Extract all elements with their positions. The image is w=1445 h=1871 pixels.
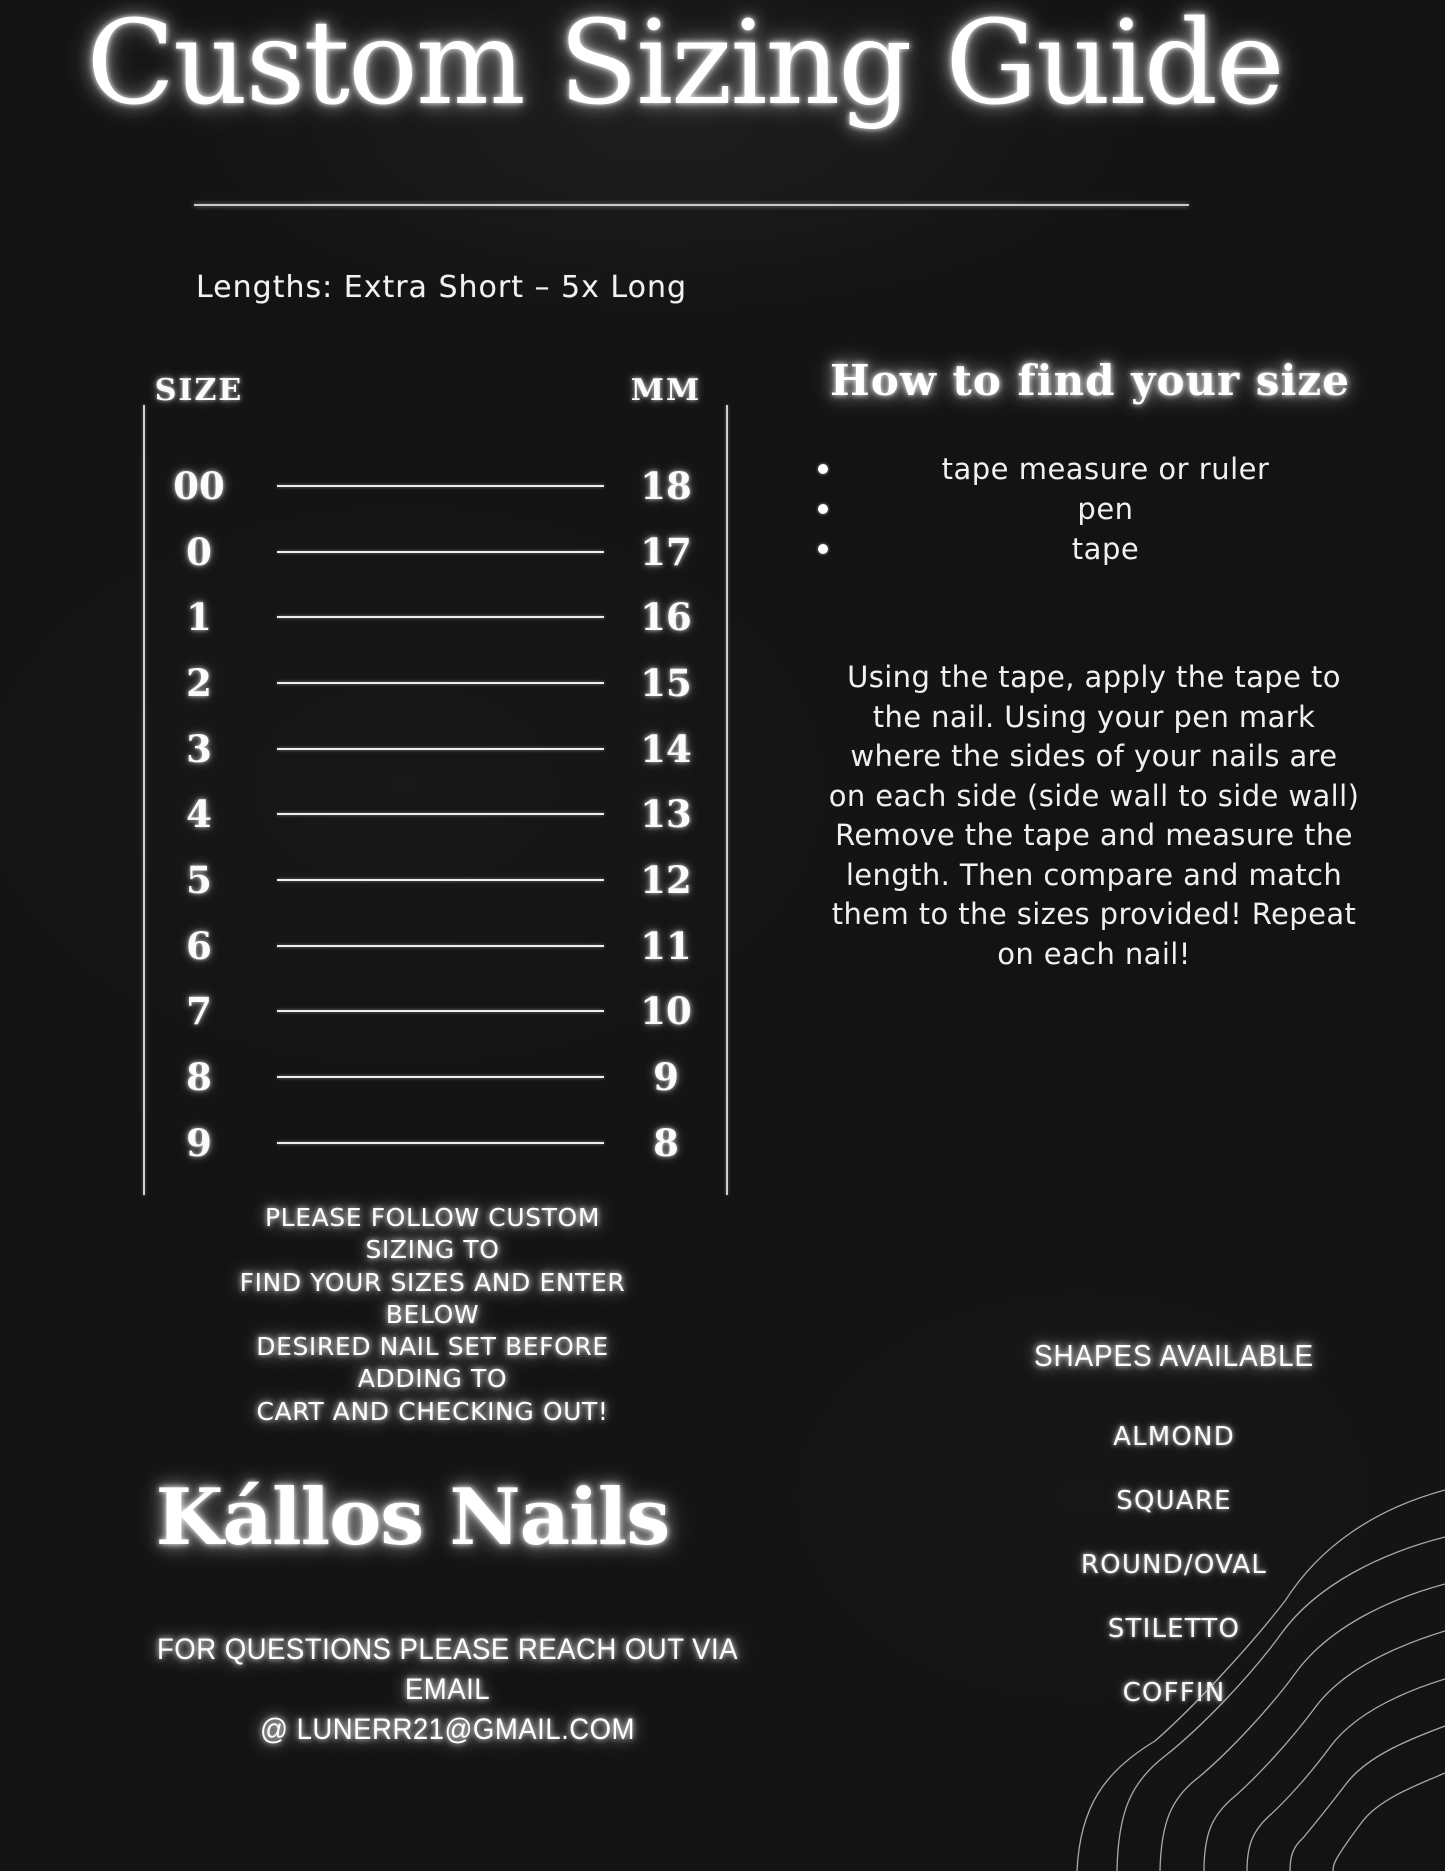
mm-value: 17 xyxy=(640,529,692,574)
shapes-heading: SHAPES AVAILABLE xyxy=(1033,1338,1315,1373)
mm-value: 12 xyxy=(640,857,692,902)
mm-value: 8 xyxy=(653,1120,679,1165)
shape-item: ALMOND xyxy=(1113,1422,1235,1452)
how-to-heading: How to find your size xyxy=(830,356,1350,405)
mm-value: 14 xyxy=(640,726,692,771)
instruction-line: length. Then compare and match xyxy=(845,857,1343,892)
contact-email: @ LUNERR21@GMAIL.COM xyxy=(259,1713,636,1746)
table-row xyxy=(143,519,728,585)
notice-line: BELOW xyxy=(385,1299,480,1329)
supply-label: tape xyxy=(1071,532,1140,566)
size-value: 8 xyxy=(186,1055,212,1100)
size-chart xyxy=(143,373,728,1195)
shape-item: STILETTO xyxy=(1107,1614,1241,1644)
title-underline xyxy=(194,204,1189,206)
size-value: 0 xyxy=(186,529,212,574)
size-value: 1 xyxy=(186,595,212,640)
row-rule-line xyxy=(277,945,604,947)
row-rule-line xyxy=(277,1010,604,1012)
list-item xyxy=(818,529,1393,569)
contact-info xyxy=(114,1630,781,1750)
size-value: 9 xyxy=(186,1120,212,1165)
table-row xyxy=(143,650,728,716)
size-value: 7 xyxy=(186,989,212,1034)
page-header xyxy=(0,0,1445,131)
mm-value: 9 xyxy=(653,1055,679,1100)
size-chart-rows xyxy=(143,453,728,1176)
table-row xyxy=(143,781,728,847)
table-row xyxy=(143,1044,728,1110)
table-row xyxy=(143,716,728,782)
row-rule-line xyxy=(277,1142,604,1144)
instruction-line: them to the sizes provided! Repeat xyxy=(831,897,1357,931)
notice-line: ADDING TO xyxy=(357,1364,508,1394)
mm-value: 11 xyxy=(640,923,692,968)
instructions-paragraph xyxy=(733,658,1445,974)
instruction-line: Remove the tape and measure the xyxy=(835,818,1353,852)
mm-value: 15 xyxy=(640,660,692,705)
table-row xyxy=(143,584,728,650)
custom-sizing-notice xyxy=(170,1202,695,1428)
mm-value: 16 xyxy=(640,595,692,640)
table-row xyxy=(143,1110,728,1176)
notice-line: SIZING TO xyxy=(365,1235,500,1265)
row-rule-line xyxy=(277,813,604,815)
supplies-list xyxy=(818,449,1393,569)
mm-value: 13 xyxy=(640,792,692,837)
notice-line: CART AND CHECKING OUT! xyxy=(256,1396,609,1426)
row-rule-line xyxy=(277,616,604,618)
table-row xyxy=(143,847,728,913)
table-row xyxy=(143,913,728,979)
list-item xyxy=(818,489,1393,529)
instruction-line: on each nail! xyxy=(997,936,1191,971)
bullet-icon xyxy=(818,544,828,554)
size-value: 4 xyxy=(186,792,212,837)
supply-label: pen xyxy=(1077,492,1134,526)
size-value: 00 xyxy=(173,463,225,508)
table-row xyxy=(143,979,728,1045)
row-rule-line xyxy=(277,748,604,750)
row-rule-line xyxy=(277,879,604,881)
shape-item: ROUND/OVAL xyxy=(1080,1550,1268,1580)
notice-line: FIND YOUR SIZES AND ENTER xyxy=(239,1267,626,1297)
table-row xyxy=(143,453,728,519)
instruction-line: where the sides of your nails are xyxy=(850,739,1338,773)
list-item xyxy=(818,449,1393,489)
size-column-header: SIZE xyxy=(154,373,244,408)
row-rule-line xyxy=(277,682,604,684)
size-value: 5 xyxy=(186,857,212,902)
row-rule-line xyxy=(277,1076,604,1078)
instruction-line: on each side (side wall to side wall) xyxy=(828,778,1360,813)
size-value: 2 xyxy=(186,660,212,705)
lengths-subtitle: Lengths: Extra Short – 5x Long xyxy=(196,270,688,305)
row-rule-line xyxy=(277,485,604,487)
contact-line: FOR QUESTIONS PLEASE REACH OUT VIA EMAIL xyxy=(156,1633,739,1706)
notice-line: DESIRED NAIL SET BEFORE xyxy=(256,1332,609,1362)
mm-column-header: MM xyxy=(630,373,702,408)
shape-item: SQUARE xyxy=(1116,1486,1232,1516)
instruction-line: Using the tape, apply the tape to xyxy=(847,660,1341,694)
size-value: 6 xyxy=(186,923,212,968)
wave-lines-decoration xyxy=(745,1371,1445,1871)
mm-value: 10 xyxy=(640,989,692,1034)
instruction-line: the nail. Using your pen mark xyxy=(872,699,1316,734)
supply-label: tape measure or ruler xyxy=(941,452,1270,486)
bullet-icon xyxy=(818,464,828,474)
shape-item: COFFIN xyxy=(1122,1678,1226,1708)
bullet-icon xyxy=(818,504,828,514)
row-rule-line xyxy=(277,551,604,553)
brand-logo-text: Kállos Nails xyxy=(155,1472,670,1563)
page-title: Custom Sizing Guide xyxy=(86,0,1283,131)
notice-line: PLEASE FOLLOW CUSTOM xyxy=(264,1203,601,1232)
size-value: 3 xyxy=(186,726,212,771)
mm-value: 18 xyxy=(640,463,692,508)
